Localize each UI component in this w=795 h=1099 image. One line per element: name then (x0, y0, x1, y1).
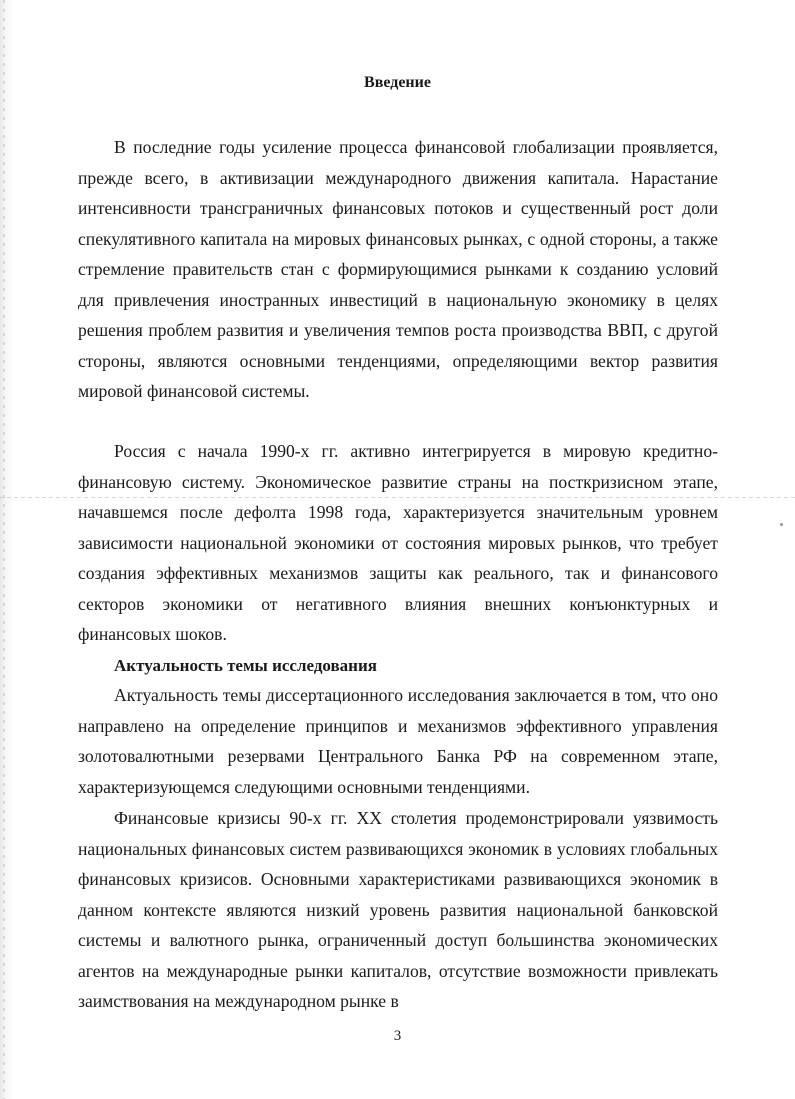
page-title: Введение (364, 74, 431, 91)
section-heading: Актуальность темы исследования (114, 656, 377, 675)
page-number: 3 (393, 1028, 402, 1044)
paragraph-intro-2: Россия с начала 1990-х гг. активно интегрируется в мировую кредитно-финансовую систему. Экономическое развитие страны на посткризисном этапе, начавшемся после дефолта 1998 года, характеризуется значительным уровнем зависимости национальной экономики от состояния мировых рынков, что требует создания эффективных механизмов защиты как реального, так и финансового секторов экономики от негативного влияния внешних конъюнктурных и финансовых шоков. (78, 441, 718, 644)
scan-speck (780, 523, 783, 526)
paragraph-intro-1: В последние годы усиление процесса финансовой глобализации проявляется, прежде всего, в активизации международного движения капитала. Нарастание интенсивности трансграничных финансовых потоков и существенный рост доли спекулятивного капитала на мировых финансовых рынках, с одной стороны, а также стремление правительств стан с формирующимися рынками к созданию условий для привлечения иностранных инвестиций в национальную экономику в целях решения проблем развития и увеличения темпов роста производства ВВП, с другой стороны, являются основными тенденциями, определяющими вектор развития мировой финансовой системы. (78, 137, 718, 401)
paragraph-relevance-2: Финансовые кризисы 90-х гг. XX столетия продемонстрировали уязвимость национальных финансовых систем развивающихся экономик в условиях глобальных финансовых кризисов. Основными характеристиками развивающихся экономик в данном контексте являются низкий уровень развития национальной банковской системы и валютного рынка, ограниченный доступ большинства экономических агентов на международные рынки капиталов, отсутствие возможности привлекать заимствования на международном рынке в (78, 808, 718, 1011)
paragraph-relevance-1: Актуальность темы диссертационного исследования заключается в том, что оно направлено на определение принципов и механизмов эффективного управления золотовалютными резервами Центрального Банка РФ на современном этапе, характеризующемся следующими основными тенденциями. (78, 685, 718, 797)
scan-edge-artifact (0, 0, 14, 1099)
